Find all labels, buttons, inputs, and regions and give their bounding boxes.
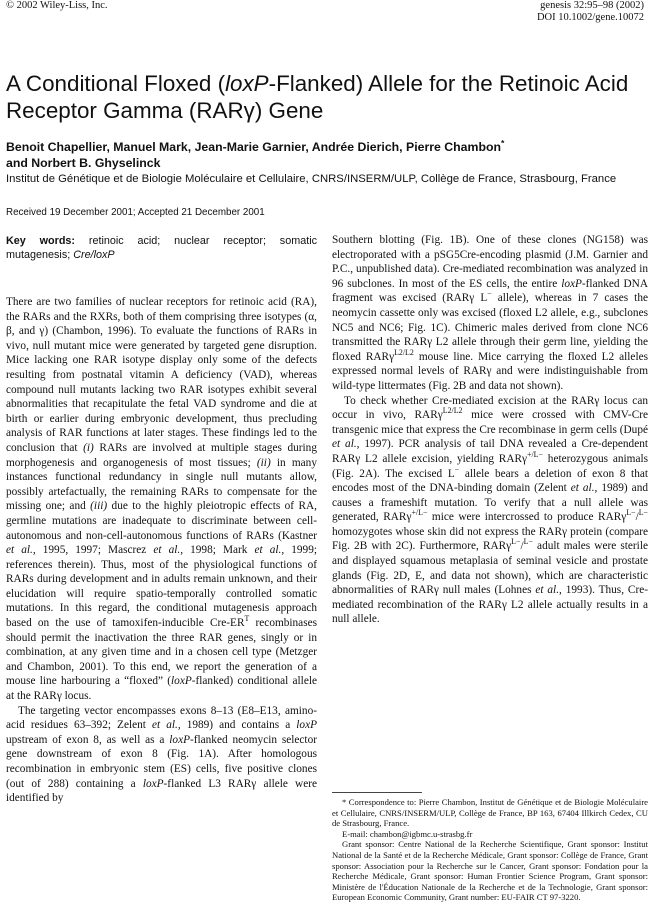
correspondence-note: * Correspondence to: Pierre Chambon, Institut de Génétique et de Biologie Moléculaire et Cellulaire, CNRS/INSERM/ULP, Collège de France, BP 163, 67404 Illkirch Cedex, CU de Strasbourg, France. bbox=[332, 797, 648, 829]
citation-line: genesis 32:95–98 (2002) bbox=[540, 0, 644, 11]
author-list bbox=[6, 137, 642, 171]
footnotes bbox=[332, 797, 648, 903]
email-note: E-mail: chambon@igbmc.u-strasbg.fr bbox=[342, 828, 473, 839]
keywords-italic: Cre/loxP bbox=[73, 249, 115, 261]
footnote-divider bbox=[332, 792, 422, 793]
body-paragraph: The targeting vector encompasses exons 8–13 (E8–E13, amino-acid residues 63–392; Zelent et al., 1989) and contains a loxP upstream of exon 8, as well as a loxP-flanked neomycin selector gene downstream of exon 8 (Fig. 1A). After homologous recombination in embryonic stem (ES) cells, five positive clones (out of 288) containing a loxP-flanked L3 RARγ allele were identified by bbox=[6, 704, 318, 805]
keywords-label: Key words: bbox=[6, 235, 76, 247]
corresponding-author-mark: * bbox=[501, 137, 505, 148]
body-column-right bbox=[332, 233, 648, 627]
title-part-2: -Flanked) Allele for the Retinoic Acid Receptor Gamma (RARγ) Gene bbox=[6, 71, 629, 123]
journal-citation bbox=[537, 0, 644, 24]
body-column-left bbox=[6, 295, 317, 806]
doi-line: DOI 10.1002/gene.10072 bbox=[536, 12, 644, 23]
body-paragraph: There are two families of nuclear receptors for retinoic acid (RA), the RARs and the RXRs, both of them comprising three isotypes (α, β, and γ) (Chambon, 1996). To evaluate the functions of RARs in vivo, null mutant mice were generated by targeted gene disruption. Mice lacking one RAR isotype display only some of the defects resulting from postnatal vitamin A deficiency (VAD), whereas compound null mutants lacking two RAR isotypes exhibit several abnormalities that recapitulate the fetal VAD syndrome and die at birth or earlier during embryonic development, thus precluding analysis of RAR functions at later stages. These findings led to the conclusion that (i) RARs are involved at multiple stages during morphogenesis and organogenesis of most tissues; (ii) in many instances functional redundancy in single null mutants allow, possibly artefactually, the remaining RARs to compensate for the missing one; and (iii) due to the highly pleiotropic effects of RA, germline mutations are inadequate to discriminate between cell-autonomous and non-cell-autonomous functions of RARs (Kastner et al., 1995, 1997; Mascrez et al., 1998; Mark et al., 1999; references therein). Thus, most of the physiological functions of RARs during development and in adults remain unknown, and their elucidation will require spatio-temporally controlled somatic mutations. In this regard, the conditional mutagenesis approach based on the use of tamoxifen-inducible Cre-$ER^T$ recombinases should permit the inactivation the three RAR genes, singly or in combination, at any given time and in a chosen cell type (Metzger and Chambon, 2001). To this end, we report the generation of a mouse line harbouring a “floxed” (loxP-flanked) conditional allele at the RARγ locus. bbox=[6, 296, 318, 703]
title-italic: loxP bbox=[225, 71, 269, 96]
keywords bbox=[6, 234, 317, 262]
authors-line-1: Benoit Chapellier, Manuel Mark, Jean-Marie Garnier, Andrée Dierich, Pierre Chambon bbox=[6, 140, 501, 154]
authors-line-2: and Norbert B. Ghyselinck bbox=[6, 155, 161, 170]
article-title bbox=[6, 70, 642, 124]
grant-sponsors-note: Grant sponsor: Centre National de la Recherche Scientifique, Grant sponsor: Institut National de la Santé et de la Recherche Médicale, Grant sponsor: Collège de France, Grant sponsor: Association pour la Recherche sur le Cancer, Grant sponsor: Fondation pour la Recherche Médicale, Grant sponsor: Human Frontier Science Program, Grant sponsor: Ministère de l'Éducation Nationale de la Recherche et de la Technologie, Grant sponsor: European Economic Community, Grant number: EU-FAIR CT 97-3220. bbox=[332, 839, 648, 903]
body-paragraph: To check whether Cre-mediated excision at the RARγ locus can occur in vivo, RARγ$^{L2/L2}$ mice were crossed with CMV-Cre transgenic mice that express the Cre recombinase in germ cells (Dupé et al., 1997). PCR analysis of tail DNA revealed a Cre-dependent RARγ L2 allele excision, yielding RARγ$^{+/L-}$ heterozygous animals (Fig. 2A). The excised L− allele bears a deletion of exon 8 that encodes most of the DNA-binding domain (Zelent et al., 1989) and causes a frameshift mutation. To verify that a null allele was generated, RARγ$^{+/L-}$ mice were intercrossed to produce RARγ$^{L-}$/$^{L-}$ homozygotes whose skin did not express the RARγ protein (compare Fig. 2B with 2C). Furthermore, RARγ$^{L-}$/$^{L-}$ adult males were sterile and displayed squamous metaplasia of seminal vesicle and prostate glands (Fig. 2D, E, and data not shown), which are characteristic abnormalities of RARγ null males (Lohnes et al., 1993). Thus, Cre-mediated recombination of the RARγ L2 allele actually results in a null allele. bbox=[332, 394, 649, 626]
copyright-notice: © 2002 Wiley-Liss, Inc. bbox=[6, 0, 108, 11]
received-dates: Received 19 December 2001; Accepted 21 December 2001 bbox=[6, 207, 265, 218]
title-part-1: A Conditional Floxed ( bbox=[6, 71, 226, 96]
keywords-text: retinoic acid; nuclear receptor; somatic mutagenesis; bbox=[6, 235, 317, 261]
body-paragraph: Southern blotting (Fig. 1B). One of these clones (NG158) was electroporated with a pSG5Cre-encoding plasmid (J.M. Garnier and P.C., unpublished data). Cre-mediated recombination was analyzed in 96 subclones. In most of the ES cells, the entire loxP-flanked DNA fragment was excised (RARγ L− allele), whereas in 7 cases the neomycin cassette only was excised (floxed L2 allele, e.g., subclones NC5 and NC6; Fig. 1C). Chimeric males derived from clone NC6 transmitted the RARγ L2 allele through their germ line, yielding the floxed RARγ$^{L2/L2}$ mouse line. Mice carrying the floxed L2 alleles expressed normal levels of RARγ and were indistinguishable from wild-type littermates (Fig. 2B and data not shown). bbox=[332, 234, 648, 392]
affiliation: Institut de Génétique et de Biologie Moléculaire et Cellulaire, CNRS/INSERM/ULP, Collège de France, Strasbourg, France bbox=[6, 173, 617, 185]
